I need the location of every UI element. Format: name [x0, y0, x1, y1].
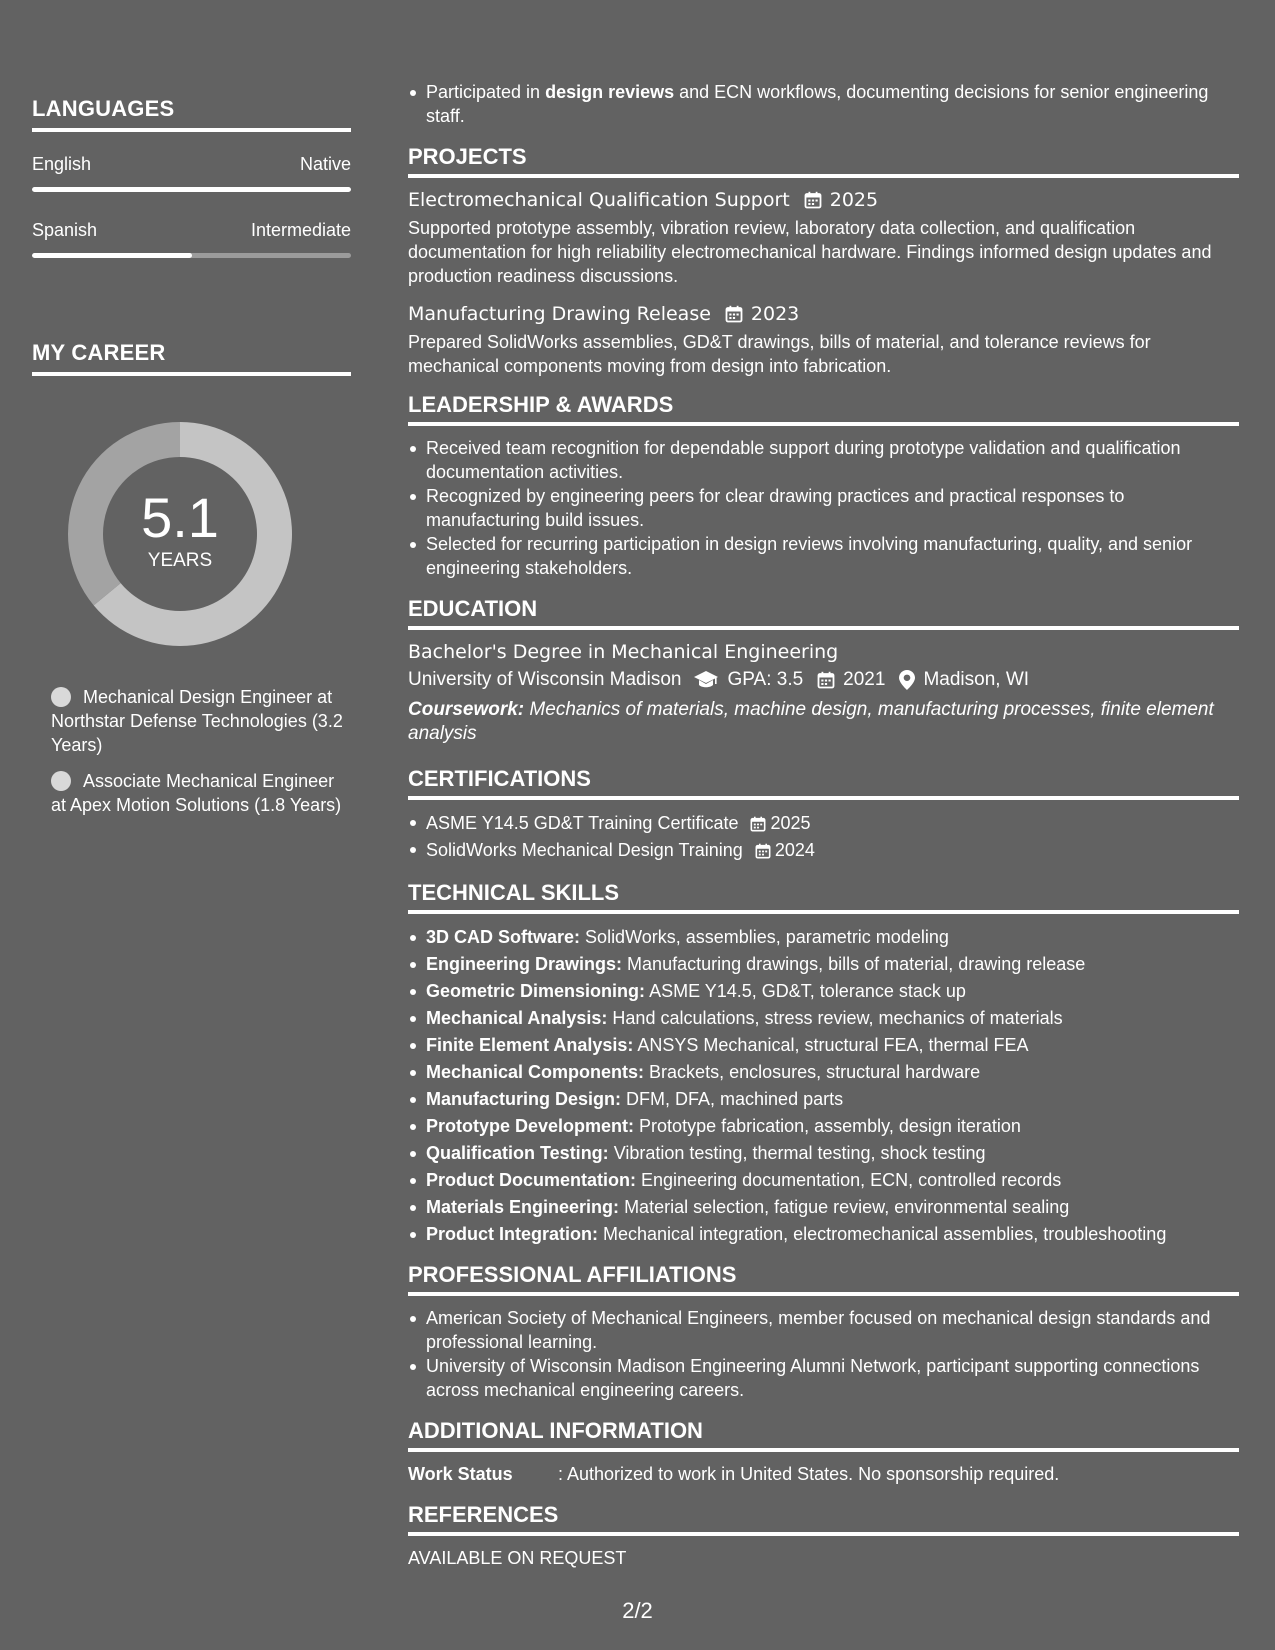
certification-name: SolidWorks Mechanical Design Training — [426, 840, 743, 860]
career-total-years: 5.1 — [141, 486, 219, 549]
education-location: Madison, WI — [923, 669, 1030, 690]
calendar-icon — [804, 191, 822, 209]
project-item — [408, 302, 1239, 378]
career-legend-label: Associate Mechanical Engineer at Apex Motion Solutions (1.8 Years) — [51, 771, 342, 815]
leadership-item: Selected for recurring participation in design reviews involving manufacturing, quality, and senior engineering stakeholders. — [408, 532, 1239, 580]
references-title: REFERENCES — [408, 1502, 1239, 1536]
map-pin-icon — [899, 670, 915, 690]
language-level: Native — [299, 154, 351, 174]
project-name: Electromechanical Qualification Support — [408, 189, 790, 211]
legend-dot-icon — [51, 687, 71, 707]
certifications-list — [408, 810, 1239, 864]
skill-item: Engineering Drawings: Manufacturing drawings, bills of material, drawing release — [408, 951, 1239, 978]
skill-item: Prototype Development: Prototype fabrication, assembly, design iteration — [408, 1113, 1239, 1140]
leadership-item: Recognized by engineering peers for clear drawing practices and practical responses to manufacturing build issues. — [408, 484, 1239, 532]
skill-item: Finite Element Analysis: ANSYS Mechanical, structural FEA, thermal FEA — [408, 1032, 1239, 1059]
work-status-label: Work Status — [408, 1464, 513, 1484]
career-title: MY CAREER — [32, 340, 351, 376]
affiliation-item: American Society of Mechanical Engineers, member focused on mechanical design standards and professional learning. — [408, 1306, 1239, 1354]
certification-year: 2025 — [770, 813, 811, 833]
skill-item: Mechanical Analysis: Hand calculations, stress review, mechanics of materials — [408, 1005, 1239, 1032]
education-coursework: Coursework: Mechanics of materials, machine design, manufacturing processes, finite element analysis — [408, 699, 1214, 744]
affiliations-title: PROFESSIONAL AFFILIATIONS — [408, 1262, 1239, 1296]
language-level: Intermediate — [250, 220, 351, 240]
projects-title: PROJECTS — [408, 144, 1239, 178]
project-year: 2025 — [829, 189, 879, 211]
career-donut-chart — [65, 419, 295, 649]
certification-item — [408, 837, 1239, 864]
language-item — [32, 154, 351, 192]
career-years-unit: YEARS — [147, 550, 213, 571]
career-legend-item — [51, 685, 351, 757]
language-bar-fill — [32, 253, 192, 258]
affiliations-list — [408, 1306, 1239, 1402]
project-name: Manufacturing Drawing Release — [408, 303, 711, 325]
graduation-cap-icon — [693, 670, 719, 690]
work-status-row — [408, 1462, 1239, 1486]
certification-name: ASME Y14.5 GD&T Training Certificate — [426, 813, 739, 833]
education-year: 2021 — [843, 669, 886, 690]
language-name: English — [32, 154, 92, 174]
calendar-icon — [725, 305, 743, 323]
additional-info-title: ADDITIONAL INFORMATION — [408, 1418, 1239, 1452]
project-description: Prepared SolidWorks assemblies, GD&T drawings, bills of material, and tolerance reviews for mechanical components moving from design into fabrication. — [408, 332, 1151, 376]
main-content — [408, 80, 1239, 1570]
language-bar-fill — [32, 187, 351, 192]
references-text: AVAILABLE ON REQUEST — [408, 1548, 627, 1568]
experience-bullet: Participated in design reviews and ECN workflows, documenting decisions for senior engineering staff. — [408, 80, 1239, 128]
education-school: University of Wisconsin Madison — [408, 669, 682, 690]
leadership-list — [408, 436, 1239, 580]
project-description: Supported prototype assembly, vibration review, laboratory data collection, and qualification documentation for high reliability electromechanical hardware. Findings informed design updates and production readiness discussions. — [408, 218, 1212, 286]
calendar-icon — [750, 816, 766, 832]
sidebar — [32, 96, 351, 829]
languages-title: LANGUAGES — [32, 96, 351, 132]
experience-tail-list — [408, 80, 1239, 128]
leadership-title: LEADERSHIP & AWARDS — [408, 392, 1239, 426]
skill-item: Geometric Dimensioning: ASME Y14.5, GD&T, tolerance stack up — [408, 978, 1239, 1005]
language-name: Spanish — [32, 220, 98, 240]
career-legend-label: Mechanical Design Engineer at Northstar Defense Technologies (3.2 Years) — [51, 687, 343, 755]
certification-item — [408, 810, 1239, 837]
language-item — [32, 220, 351, 258]
skills-list — [408, 924, 1239, 1248]
calendar-icon — [817, 671, 835, 689]
career-legend-item — [51, 769, 351, 817]
skill-item: 3D CAD Software: SolidWorks, assemblies, parametric modeling — [408, 924, 1239, 951]
skill-item: Manufacturing Design: DFM, DFA, machined parts — [408, 1086, 1239, 1113]
language-bar — [32, 187, 351, 192]
affiliation-item: University of Wisconsin Madison Engineering Alumni Network, participant supporting connections across mechanical engineering careers. — [408, 1354, 1239, 1402]
project-year: 2023 — [750, 303, 800, 325]
skill-item: Materials Engineering: Material selection, fatigue review, environmental sealing — [408, 1194, 1239, 1221]
skill-item: Product Documentation: Engineering documentation, ECN, controlled records — [408, 1167, 1239, 1194]
skill-item: Product Integration: Mechanical integration, electromechanical assemblies, troubleshooting — [408, 1221, 1239, 1248]
project-item — [408, 188, 1239, 288]
education-degree: Bachelor's Degree in Mechanical Engineering — [408, 641, 839, 663]
page-number: 2/2 — [622, 1598, 653, 1623]
education-gpa: GPA: 3.5 — [727, 669, 804, 690]
skill-item: Mechanical Components: Brackets, enclosures, structural hardware — [408, 1059, 1239, 1086]
legend-dot-icon — [51, 771, 71, 791]
calendar-icon — [755, 843, 771, 859]
work-status-value: : Authorized to work in United States. No sponsorship required. — [558, 1464, 1060, 1484]
certification-year: 2024 — [774, 840, 815, 860]
education-details — [408, 668, 1239, 692]
skill-item: Qualification Testing: Vibration testing, thermal testing, shock testing — [408, 1140, 1239, 1167]
career-legend — [32, 685, 351, 817]
language-bar — [32, 253, 351, 258]
skills-title: TECHNICAL SKILLS — [408, 880, 1239, 914]
leadership-item: Received team recognition for dependable support during prototype validation and qualification documentation activities. — [408, 436, 1239, 484]
certifications-title: CERTIFICATIONS — [408, 766, 1239, 800]
education-title: EDUCATION — [408, 596, 1239, 630]
